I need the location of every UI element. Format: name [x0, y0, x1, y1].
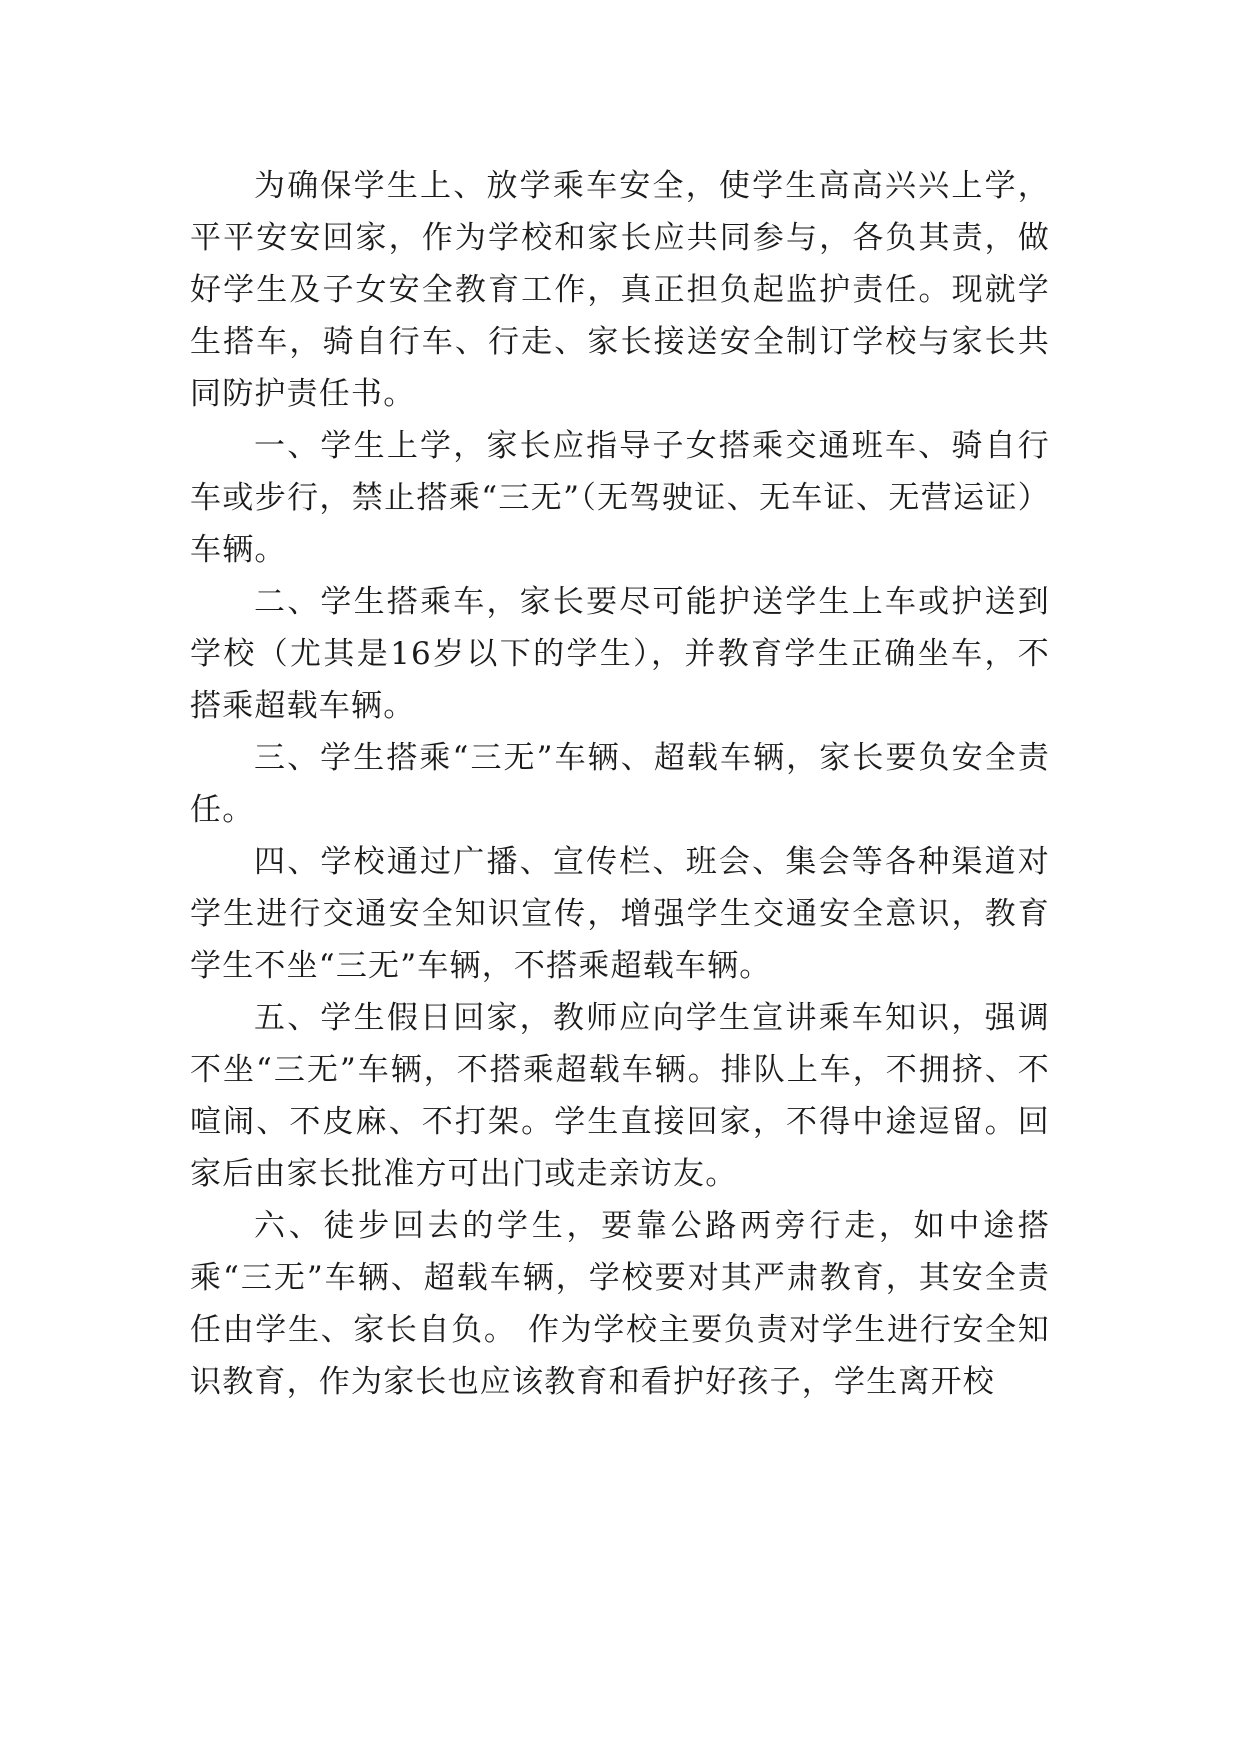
clause-two-paragraph: 二、学生搭乘车，家长要尽可能护送学生上车或护送到学校（尤其是16岁以下的学生），并教育学生正确坐车，不搭乘超载车辆。: [190, 584, 1050, 724]
clause-one-paragraph: 一、学生上学，家长应指导子女搭乘交通班车、骑自行车或步行，禁止搭乘“三无”（无驾驶证、无车证、无营运证）车辆。: [190, 428, 1050, 568]
clause-five-paragraph: 五、学生假日回家，教师应向学生宣讲乘车知识，强调不坐“三无”车辆，不搭乘超载车辆。排队上车，不拥挤、不喧闹、不皮麻、不打架。学生直接回家，不得中途逗留。回家后由家长批准方可出门或走亲访友。: [190, 1000, 1050, 1192]
document-body: [190, 160, 1050, 1408]
clause-three-paragraph: 三、学生搭乘“三无”车辆、超载车辆，家长要负安全责任。: [190, 740, 1050, 828]
clause-four-paragraph: 四、学校通过广播、宣传栏、班会、集会等各种渠道对学生进行交通安全知识宣传，增强学生交通安全意识，教育学生不坐“三无”车辆，不搭乘超载车辆。: [190, 844, 1050, 984]
clause-six-paragraph: 六、徒步回去的学生，要靠公路两旁行走，如中途搭乘“三无”车辆、超载车辆，学校要对其严肃教育，其安全责任由学生、家长自负。 作为学校主要负责对学生进行安全知识教育，作为家长也应该教育和看护好孩子，学生离开校: [190, 1208, 1050, 1400]
intro-paragraph: 为确保学生上、放学乘车安全，使学生高高兴兴上学，平平安安回家，作为学校和家长应共同参与，各负其责，做好学生及子女安全教育工作，真正担负起监护责任。现就学生搭车，骑自行车、行走、家长接送安全制订学校与家长共同防护责任书。: [190, 168, 1050, 412]
